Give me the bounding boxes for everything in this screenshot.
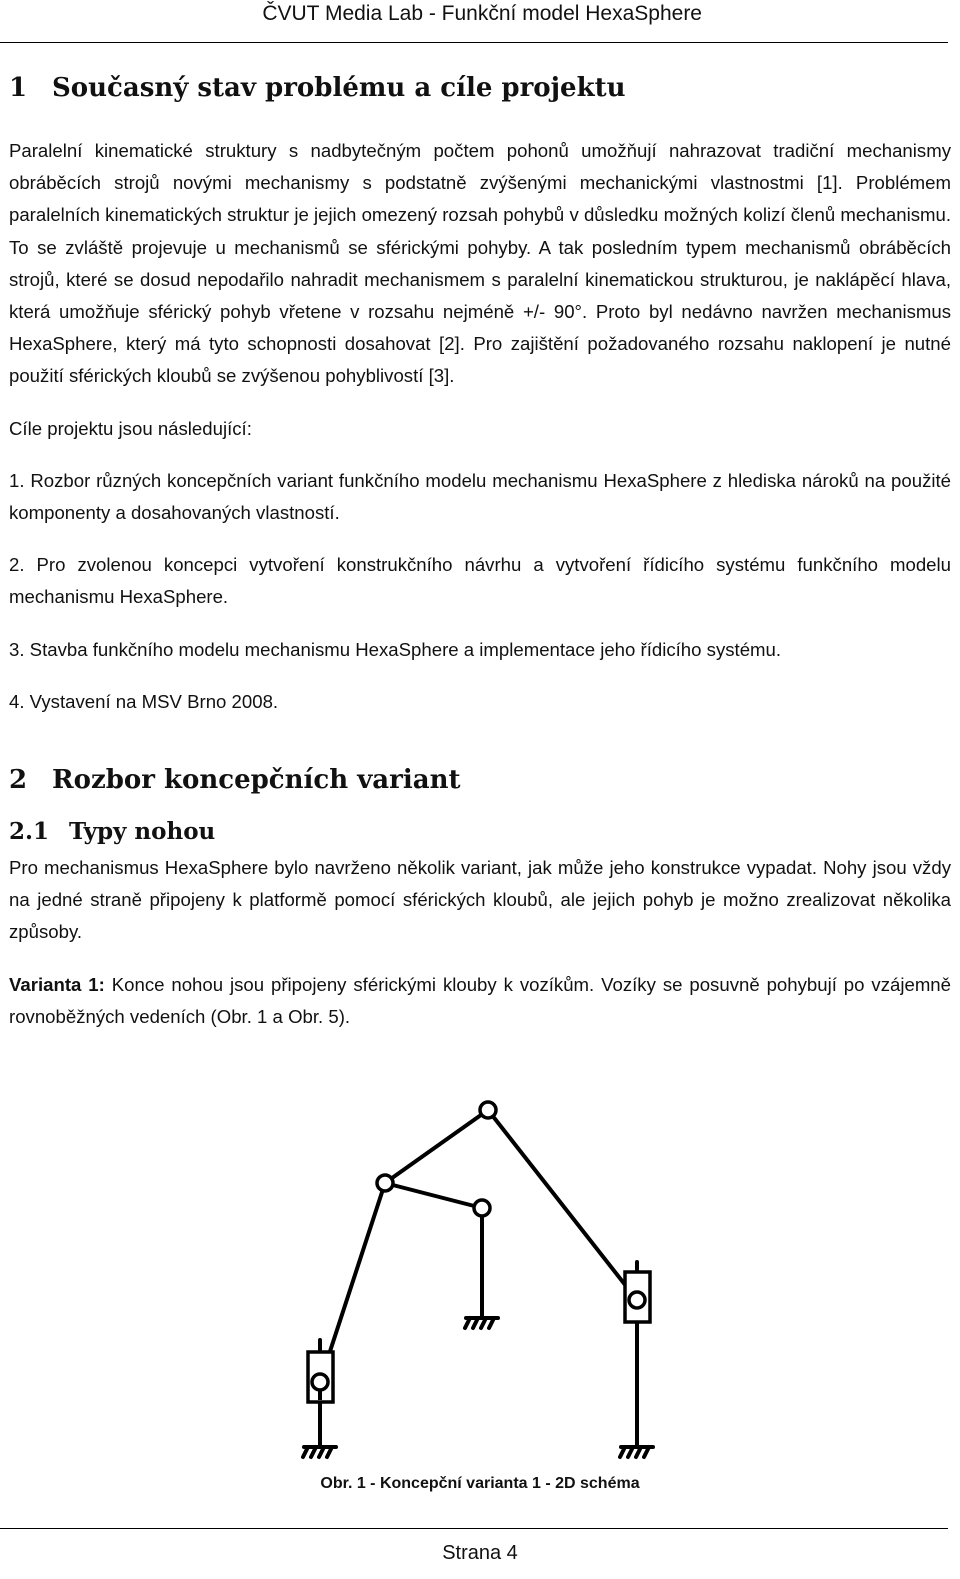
goal-item: 3. Stavba funkčního modelu mechanismu HexaSphere a implementace jeho řídicího systému. [9,638,782,660]
section-2-heading [9,762,951,798]
link-top-to-right [488,1110,637,1300]
ground-left [303,1447,336,1457]
page-footer-rule [0,1528,948,1529]
header-title: ČVUT Media Lab - Funkční model HexaSphere [262,2,702,25]
intro-part1: Paralelní kinematické struktury s nadbytečným počtem pohonů umožňují nahrazovat tradiční mechanismy obráběcích strojů novými mechanismy s podstatně zvýšenými mechanickými vlastnostmi [1]. Problémem paralelních kinematických struktur je jejich omezený rozsah pohybů v důsledku možných kolizí členů mechanismu. To se zvláště projevuje u mechanismů se sférickými pohyby. [9,140,951,258]
variant-1-paragraph [9,969,951,1033]
joint-middle [474,1200,490,1216]
section-2-1-number: 2.1 [9,818,50,846]
ground-right [620,1447,653,1457]
link-top-to-left [385,1110,488,1183]
link-left-to-middle [385,1183,482,1208]
goal-item: 4. Vystavení na MSV Brno 2008. [9,690,279,712]
page-number: Strana 4 [442,1542,518,1564]
section-1-number: 1 [9,73,28,103]
goal-item: 1. Rozbor různých koncepčních variant funkčního modelu mechanismu HexaSphere z hlediska nároků na použité komponenty a dosahovaných vlastností. [9,469,951,524]
section-2-title: Rozbor koncepčních variant [52,765,461,796]
variant-1-label: Varianta 1: [9,973,105,995]
leg-types-paragraph: Pro mechanismus HexaSphere bylo navrženo několik variant, jak může jeho konstrukce vypadat. Nohy jsou vždy na jedné straně připojeny k platformě pomocí sférických kloubů, ale jejich pohyb je možno zrealizovat několika způsoby. [9,857,951,943]
page-content [9,70,951,1033]
kinematic-schematic [0,1088,960,1473]
goal-item: 2. Pro zvolenou koncepci vytvoření konstrukčního návrhu a vytvoření řídicího systému funkčního modelu mechanismu HexaSphere. [9,554,951,608]
figure-caption: Obr. 1 - Koncepční varianta 1 - 2D schéma [320,1475,640,1492]
section-2-number: 2 [9,765,28,796]
joint-left [377,1175,393,1191]
section-2-1-heading [9,816,951,848]
joint-left-slider [312,1374,328,1390]
goals-heading: Cíle projektu jsou následující: [9,417,252,439]
section-2-1-title: Typy nohou [69,818,216,846]
intro-part2: A tak posledním typem mechanismů obráběcích strojů, které se dosud nepodařilo nahradit mechanismem s paralelní kinematickou strukturou, je naklápěcí hlava, která umožňuje sférický pohyb vřetene v rozsahu nejméně +/- 90°. Proto byl nedávno navržen mechanismus HexaSphere, který má tyto schopnosti dosahovat [2]. Pro zajištění požadovaného rozsahu naklopení je nutné použití sférických kloubů se zvýšenou pohyblivostí [3]. [9,236,951,387]
variant-1-text: Konce nohou jsou připojeny sférickými klouby k vozíkům. Vozíky se posuvně pohybují po vzájemně rovnoběžných vedeních (Obr. 1 a Obr. 5). [9,973,951,1027]
section-1-heading [9,70,951,106]
joint-top [480,1102,496,1118]
joint-right-slider [629,1292,645,1308]
intro-paragraph [9,135,951,393]
section-1-title: Současný stav problému a cíle projektu [52,73,626,103]
ground-middle [465,1318,498,1328]
